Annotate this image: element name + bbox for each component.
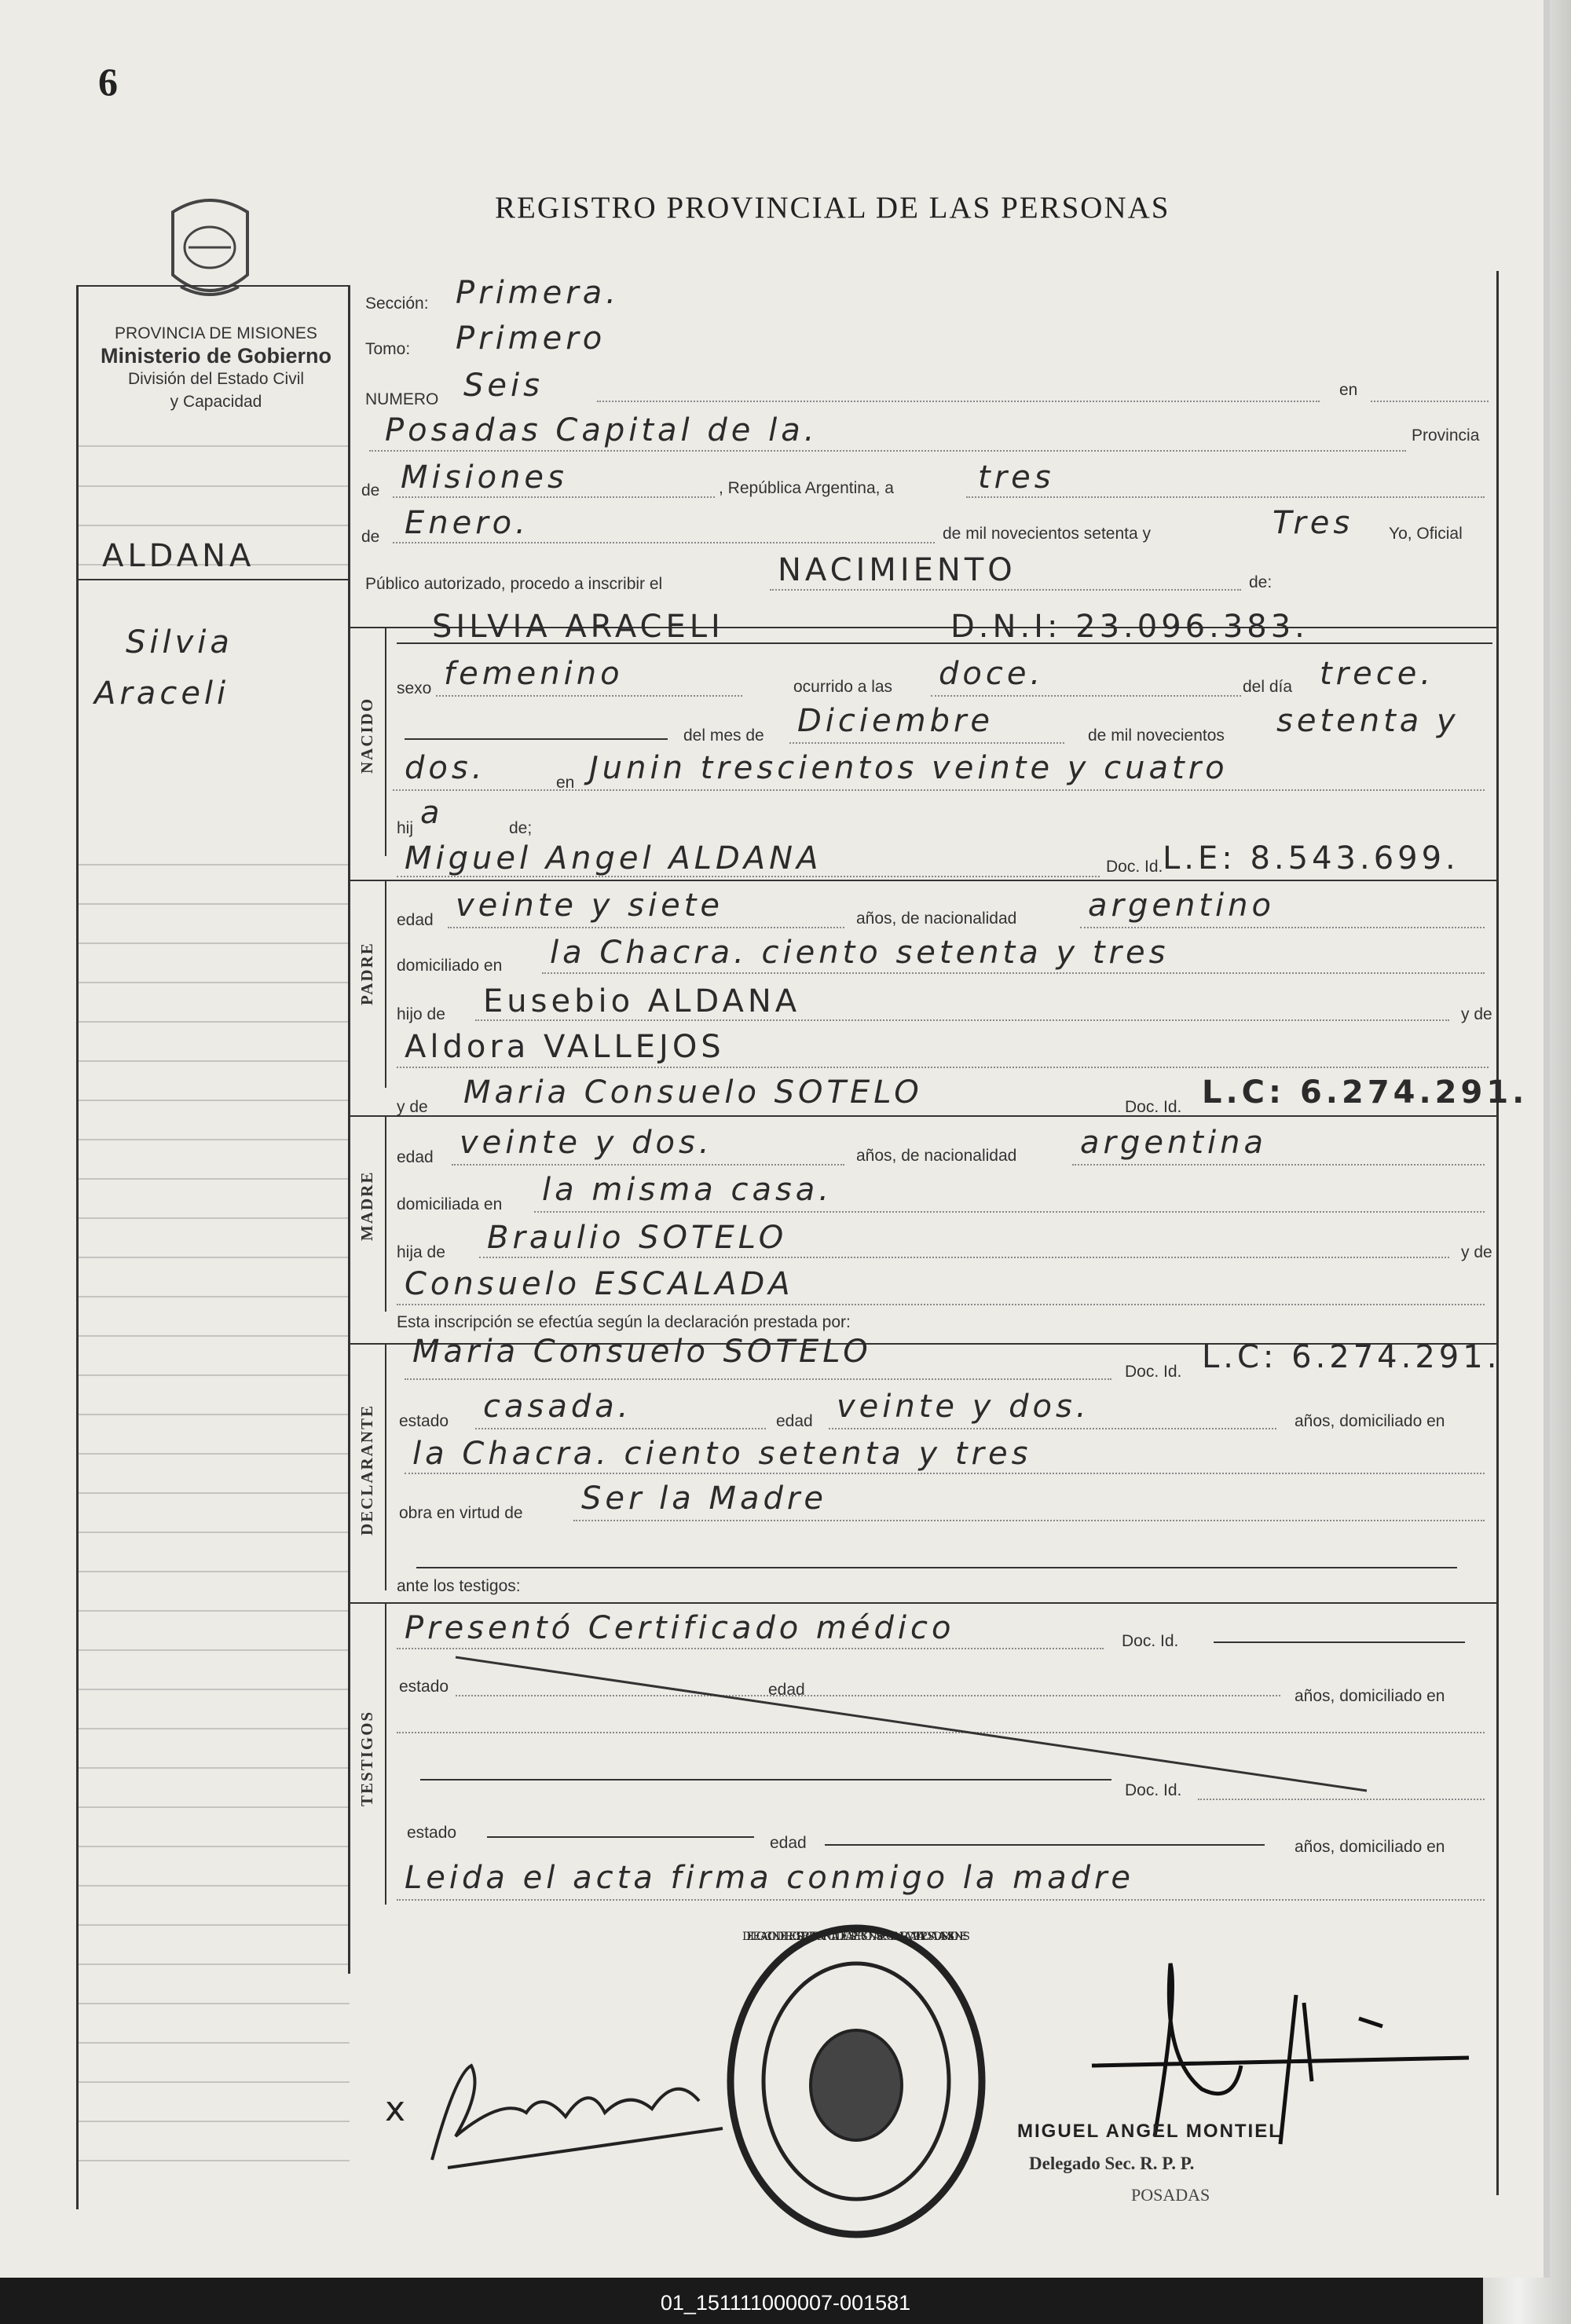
label-publico: Público autorizado, procedo a inscribir el [365,575,663,593]
entry-testigos: Presentó Certificado médico [405,1610,955,1646]
margin-surname: ALDANA [102,538,255,574]
section-testigos: TESTIGOS [357,1710,376,1806]
x-mark: x [385,2089,406,2129]
label-provincia: Provincia [1412,426,1480,445]
label-de-semi: de; [509,819,533,837]
section-nacido: NACIDO [357,697,376,774]
label-anos-dom-declarante: años, domiciliado en [1295,1412,1445,1430]
entry-tomo: Primero [456,320,606,357]
entry-padre-doc: L.E: 8.543.699. [1163,840,1459,877]
entry-madre: Maria Consuelo SOTELO [463,1074,923,1111]
entry-declarante-dom: la Chacra. ciento setenta y tres [412,1436,1032,1472]
label-de-2: de [361,528,380,546]
entry-provincia: Misiones [401,459,568,496]
province-name: PROVINCIA DE MISIONES [115,324,317,342]
entry-madre-edad: veinte y dos. [460,1125,713,1161]
label-doc-id-padre: Doc. Id. [1106,858,1163,876]
entry-anio-nac-1: setenta y [1276,703,1459,739]
label-del-mes: del mes de [683,726,764,745]
label-domiciliada-madre: domiciliada en [397,1195,503,1213]
officer-title: Delegado Sec. R. P. P. [1029,2154,1195,2173]
label-edad-madre: edad [397,1148,434,1166]
label-de-colon: de: [1249,573,1273,591]
entry-nombre: SILVIA ARACELI [432,609,724,645]
entry-dia: tres [978,459,1055,496]
label-de-1: de [361,481,380,500]
label-numero: NUMERO [365,390,439,408]
entry-declarante-estado: casada. [483,1389,632,1425]
section-declarante: DECLARANTE [357,1404,376,1535]
margin-given-name-1: Silvia [126,624,233,661]
label-edad-padre: edad [397,911,434,929]
entry-sexo: femenino [444,656,624,692]
margin-given-name-2: Araceli [94,675,230,712]
label-en: en [1339,381,1358,399]
official-seal [719,1916,994,2246]
label-edad-testigo-2: edad [770,1834,807,1852]
page-number: 6 [98,60,118,104]
entry-seccion: Primera. [456,275,620,311]
entry-dni: D.N.I: 23.096.383. [950,609,1309,645]
label-doc-id-testigo-1: Doc. Id. [1122,1632,1179,1650]
label-sexo: sexo [397,679,432,697]
label-edad-testigo-1: edad [768,1681,805,1699]
label-yo-oficial: Yo, Oficial [1389,525,1463,543]
entry-acto: NACIMIENTO [778,552,1016,588]
entry-padre-nac: argentino [1088,888,1275,924]
page-title: REGISTRO PROVINCIAL DE LAS PERSONAS [495,191,1170,225]
entry-declarante-edad: veinte y dos. [837,1389,1090,1425]
declarant-signature [408,2042,738,2176]
label-en-2: en [556,774,575,792]
entry-padre-dom: la Chacra. ciento setenta y tres [550,935,1170,971]
label-estado-declarante: estado [399,1412,449,1430]
seal-text: DELEGACION DEL REGISTRO PROVINCIAL DE LAS PERSONAS · SECCION 1RA. CAPITAL · POSADAS · MISIONES [742,1931,970,1943]
label-anos-dom-testigo-1: años, domiciliado en [1295,1687,1445,1705]
entry-madre-doc: L.C: 6.274.291. [1202,1074,1529,1111]
label-ante-testigos: ante los testigos: [397,1577,521,1595]
label-hijo-de: hijo de [397,1005,445,1023]
entry-declarante: Maria Consuelo SOTELO [412,1334,872,1370]
entry-mes-nac: Diciembre [797,703,994,739]
section-padre: PADRE [357,942,376,1005]
image-identifier: 01_151111000007-001581 [660,2291,911,2315]
label-doc-id-declarante: Doc. Id. [1125,1363,1182,1381]
label-mil-novecientos: de mil novecientos setenta y [943,525,1151,543]
label-del-dia: del día [1243,678,1293,696]
entry-madre-madre: Consuelo ESCALADA [405,1266,794,1302]
entry-lugar: Posadas Capital de la. [385,412,818,448]
issuer-block [82,322,350,413]
section-madre: MADRE [357,1170,376,1241]
entry-numero: Seis [463,368,544,404]
entry-padre-edad: veinte y siete [456,888,723,924]
label-seccion: Sección: [365,295,429,313]
entry-hij: a [420,795,444,831]
label-estado-testigo-1: estado [399,1678,449,1696]
label-tomo: Tomo: [365,340,411,358]
coat-of-arms-icon [157,188,263,310]
label-y-de-madre: y de [397,1098,428,1116]
entry-anio-nac-2: dos. [405,750,486,786]
division-name: División del Estado Civil [127,370,305,388]
entry-madre-nac: argentina [1080,1125,1267,1161]
label-obra-en-virtud: obra en virtud de [399,1504,523,1522]
entry-anio: Tres [1273,505,1354,541]
officer-place: POSADAS [1131,2185,1210,2205]
entry-madre-padre: Braulio SOTELO [487,1220,788,1256]
label-doc-id-madre: Doc. Id. [1125,1098,1182,1116]
entry-padre-padre: Eusebio ALDANA [483,983,801,1019]
strike-line [448,1649,1390,1799]
entry-declarante-obra: Ser la Madre [581,1480,827,1517]
officer-name: MIGUEL ANGEL MONTIEL [1017,2121,1282,2142]
label-mil-novecientos-2: de mil novecientos [1088,726,1225,745]
label-anos-nac-madre: años, de nacionalidad [856,1147,1017,1165]
entry-dia-nac: trece. [1320,656,1435,692]
label-domiciliado-padre: domiciliado en [397,957,503,975]
label-republica: , República Argentina, a [719,479,894,497]
division-name-2: y Capacidad [170,393,262,411]
entry-lugar-nac: Junin trescientos veinte y cuatro [589,750,1229,786]
label-y-de-padre: y de [1461,1005,1492,1023]
entry-declarante-doc: L.C: 6.274.291. [1202,1339,1501,1375]
label-hij: hij [397,819,414,837]
entry-cierre: Leida el acta firma conmigo la madre [405,1860,1135,1896]
label-anos-dom-testigo-2: años, domiciliado en [1295,1838,1445,1856]
label-edad-declarante: edad [776,1412,813,1430]
label-doc-id-testigo-2: Doc. Id. [1125,1781,1182,1799]
label-anos-nac-padre: años, de nacionalidad [856,909,1017,928]
ministry-name: Ministerio de Gobierno [100,344,332,368]
label-esta-inscripcion: Esta inscripción se efectúa según la declaración prestada por: [397,1313,851,1331]
entry-mes: Enero. [405,505,529,541]
label-hija-de: hija de [397,1243,445,1261]
entry-padre: Miguel Angel ALDANA [405,840,822,877]
label-ocurrido: ocurrido a las [793,678,893,696]
label-y-de-madre-2: y de [1461,1243,1492,1261]
entry-hora: doce. [939,656,1045,692]
label-estado-testigo-2: estado [407,1824,457,1842]
entry-padre-madre: Aldora VALLEJOS [405,1029,725,1065]
entry-madre-dom: la misma casa. [542,1172,833,1208]
